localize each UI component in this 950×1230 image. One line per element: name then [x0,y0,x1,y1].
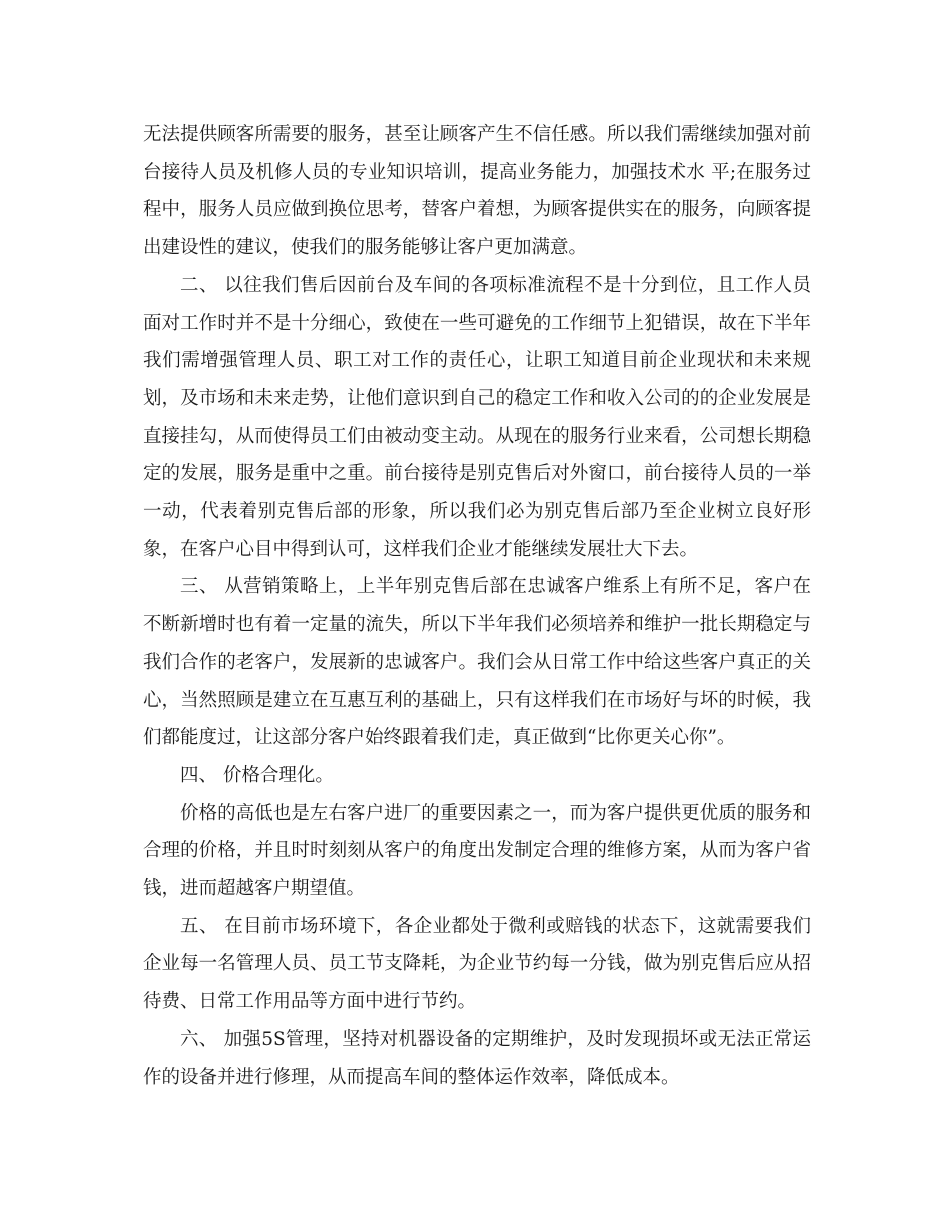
paragraph-item-six: 六、 加强5S管理，坚持对机器设备的定期维护，及时发现损坏或无法正常运作的设备并进行修理，从而提高车间的整体运作效率，降低成本。 [143,1028,811,1088]
paragraph-item-four-body: 价格的高低也是左右客户进厂的重要因素之一，而为客户提供更优质的服务和合理的价格，并且时时刻刻从客户的角度出发制定合理的维修方案，从而为客户省钱，进而超越客户期望值。 [143,802,811,900]
paragraph-item-three: 三、 从营销策略上，上半年别克售后部在忠诚客户维系上有所不足，客户在不断新增时也有着一定量的流失，所以下半年我们必须培养和维护一批长期稳定与我们合作的老客户，发展新的忠诚客户。我们会从日常工作中给这些客户真正的关心，当然照顾是建立在互惠互利的基础上，只有这样我们在市场好与坏的时候，我们都能度过，让这部分客户始终跟着我们走，真正做到“比你更关心你”。 [143,576,811,749]
paragraph-continuation: 无法提供顾客所需要的服务，甚至让顾客产生不信任感。所以我们需继续加强对前台接待人员及机修人员的专业知识培训，提高业务能力，加强技术水 平;在服务过程中，服务人员应做到换位思考，替客户着想，为顾客提供实在的服务，向顾客提出建设性的建议，使我们的服务能够让客户更加满意。 [143,124,811,259]
document-body [143,116,811,1096]
paragraph-item-five: 五、 在目前市场环境下，各企业都处于微利或赔钱的状态下，这就需要我们企业每一名管理人员、员工节支降耗，为企业节约每一分钱，做为别克售后应从招待费、日常工作用品等方面中进行节约。 [143,915,811,1013]
paragraph-item-four-heading: 四、 价格合理化。 [180,764,334,786]
paragraph-item-two: 二、 以往我们售后因前台及车间的各项标准流程不是十分到位，且工作人员面对工作时并不是十分细心，致使在一些可避免的工作细节上犯错误，故在下半年我们需增强管理人员、职工对工作的责任心，让职工知道目前企业现状和未来规划，及市场和未来走势，让他们意识到自己的稳定工作和收入公司的的企业发展是直接挂勾，从而使得员工们由被动变主动。从现在的服务行业来看，公司想长期稳定的发展，服务是重中之重。前台接待是别克售后对外窗口，前台接待人员的一举一动，代表着别克售后部的形象，所以我们必为别克售后部乃至企业树立良好形象，在客户心目中得到认可，这样我们企业才能继续发展壮大下去。 [143,274,811,560]
